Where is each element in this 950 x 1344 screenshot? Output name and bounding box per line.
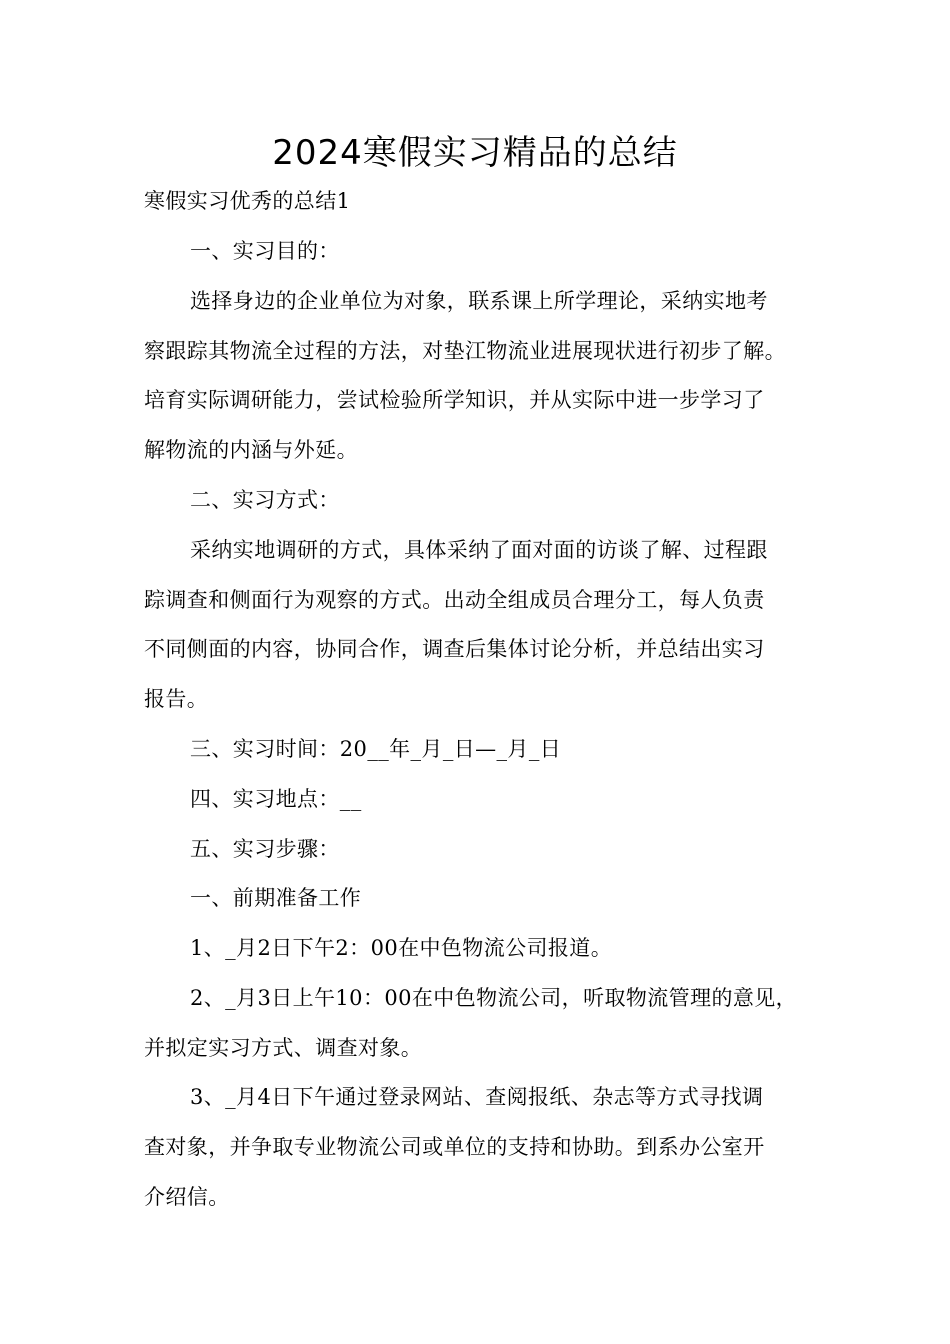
paragraph-line: 察跟踪其物流全过程的方法，对垫江物流业进展现状进行初步了解。 [144,339,786,363]
section-heading: 寒假实习优秀的总结1 [144,189,351,213]
paragraph-line: 不同侧面的内容，协同合作，调查后集体讨论分析，并总结出实习 [144,637,765,661]
document-title: 2024寒假实习精品的总结 [272,133,678,173]
subheading-location: 四、实习地点：__ [190,787,362,811]
paragraph-line: 采纳实地调研的方式，具体采纳了面对面的访谈了解、过程跟 [190,538,768,562]
list-item: 2、_月3日上午10：00在中色物流公司，听取物流管理的意见， [190,986,798,1010]
paragraph-line: 报告。 [144,687,209,711]
subheading-preparation: 一、前期准备工作 [190,886,362,910]
subheading-purpose: 一、实习目的： [190,239,340,263]
paragraph-line: 并拟定实习方式、调查对象。 [144,1036,423,1060]
list-item: 1、_月2日下午2：00在中色物流公司报道。 [190,936,613,960]
paragraph-line: 查对象，并争取专业物流公司或单位的支持和协助。到系办公室开 [144,1135,765,1159]
list-item: 3、_月4日下午通过登录网站、查阅报纸、杂志等方式寻找调 [190,1085,764,1109]
paragraph-line: 培育实际调研能力，尝试检验所学知识，并从实际中进一步学习了 [144,388,765,412]
subheading-method: 二、实习方式： [190,488,340,512]
subheading-time: 三、实习时间：20__年_月_日—_月_日 [190,737,562,761]
paragraph-line: 介绍信。 [144,1185,230,1209]
paragraph-line: 选择身边的企业单位为对象，联系课上所学理论，采纳实地考 [190,289,768,313]
paragraph-line: 解物流的内涵与外延。 [144,438,358,462]
paragraph-line: 踪调查和侧面行为观察的方式。出动全组成员合理分工，每人负责 [144,588,765,612]
subheading-steps: 五、实习步骤： [190,837,340,861]
